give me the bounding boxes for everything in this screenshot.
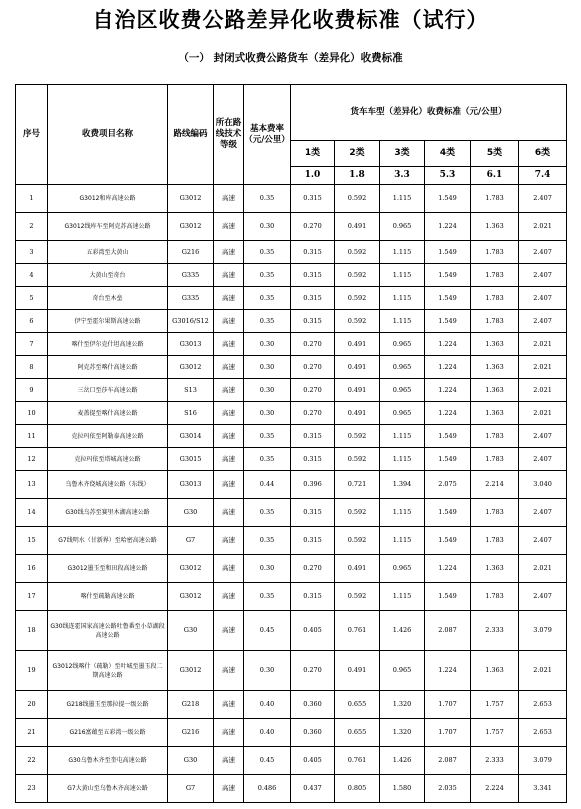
row-class-6-fee: 3.079	[519, 611, 567, 651]
row-class-5-fee: 1.363	[471, 333, 519, 356]
header-project-name: 收费项目名称	[48, 85, 168, 185]
row-class-1-fee: 0.315	[291, 287, 335, 310]
row-seq: 21	[16, 719, 48, 747]
row-seq: 13	[16, 471, 48, 499]
table-row	[16, 379, 567, 402]
row-class-2-fee: 0.655	[335, 691, 380, 719]
header-truck-class-group: 货车车型（差异化）收费标准（元/公里）	[291, 85, 567, 141]
table-row	[16, 213, 567, 241]
row-class-5-fee: 1.363	[471, 651, 519, 691]
table-row	[16, 651, 567, 691]
row-route-code: G3016/S12	[168, 310, 214, 333]
header-class-3: 3类	[380, 141, 425, 167]
row-seq: 14	[16, 499, 48, 527]
row-base-rate: 0.30	[244, 651, 291, 691]
row-class-2-fee: 0.655	[335, 719, 380, 747]
row-class-4-fee: 1.549	[425, 448, 471, 471]
row-class-3-fee: 1.115	[380, 241, 425, 264]
row-class-1-fee: 0.405	[291, 747, 335, 775]
row-class-2-fee: 0.592	[335, 185, 380, 213]
row-class-2-fee: 0.491	[335, 651, 380, 691]
row-class-1-fee: 0.270	[291, 379, 335, 402]
row-class-6-fee: 2.407	[519, 499, 567, 527]
row-class-6-fee: 2.407	[519, 425, 567, 448]
row-class-4-fee: 1.549	[425, 425, 471, 448]
row-road-grade: 高速	[214, 775, 244, 803]
row-road-grade: 高速	[214, 213, 244, 241]
row-seq: 15	[16, 527, 48, 555]
table-row	[16, 747, 567, 775]
row-class-3-fee: 1.115	[380, 499, 425, 527]
header-ratio-4: 5.3	[425, 167, 471, 185]
row-base-rate: 0.30	[244, 402, 291, 425]
row-class-3-fee: 1.115	[380, 583, 425, 611]
row-project-name: G216富蕴至五彩湾一级公路	[48, 719, 168, 747]
row-base-rate: 0.35	[244, 583, 291, 611]
row-class-3-fee: 1.426	[380, 611, 425, 651]
row-road-grade: 高速	[214, 264, 244, 287]
header-seq: 序号	[16, 85, 48, 185]
row-seq: 20	[16, 691, 48, 719]
row-class-4-fee: 1.549	[425, 310, 471, 333]
row-class-6-fee: 2.407	[519, 241, 567, 264]
row-seq: 6	[16, 310, 48, 333]
row-class-3-fee: 0.965	[380, 555, 425, 583]
row-project-name: 克拉玛依至阿勒泰高速公路	[48, 425, 168, 448]
row-class-1-fee: 0.315	[291, 264, 335, 287]
row-base-rate: 0.35	[244, 185, 291, 213]
table-row	[16, 356, 567, 379]
row-class-6-fee: 3.341	[519, 775, 567, 803]
row-class-1-fee: 0.270	[291, 651, 335, 691]
row-seq: 1	[16, 185, 48, 213]
row-class-1-fee: 0.315	[291, 527, 335, 555]
row-class-6-fee: 2.407	[519, 583, 567, 611]
row-road-grade: 高速	[214, 287, 244, 310]
row-seq: 5	[16, 287, 48, 310]
row-route-code: G30	[168, 499, 214, 527]
row-class-1-fee: 0.315	[291, 241, 335, 264]
header-class-4: 4类	[425, 141, 471, 167]
row-class-1-fee: 0.360	[291, 719, 335, 747]
row-road-grade: 高速	[214, 402, 244, 425]
row-class-5-fee: 1.757	[471, 691, 519, 719]
row-class-3-fee: 1.320	[380, 691, 425, 719]
row-project-name: 大黄山至奇台	[48, 264, 168, 287]
row-route-code: G7	[168, 775, 214, 803]
row-class-5-fee: 1.783	[471, 527, 519, 555]
row-class-6-fee: 2.407	[519, 185, 567, 213]
table-row	[16, 691, 567, 719]
row-class-5-fee: 2.224	[471, 775, 519, 803]
row-project-name: 喀什至疏勒高速公路	[48, 583, 168, 611]
table-row	[16, 333, 567, 356]
row-class-2-fee: 0.491	[335, 333, 380, 356]
row-route-code: G218	[168, 691, 214, 719]
header-ratio-1: 1.0	[291, 167, 335, 185]
row-class-3-fee: 1.115	[380, 448, 425, 471]
row-seq: 16	[16, 555, 48, 583]
row-class-2-fee: 0.592	[335, 583, 380, 611]
row-project-name: 乌鲁木齐绕城高速公路（东线）	[48, 471, 168, 499]
row-base-rate: 0.30	[244, 356, 291, 379]
row-road-grade: 高速	[214, 611, 244, 651]
row-class-5-fee: 1.783	[471, 310, 519, 333]
row-class-1-fee: 0.270	[291, 356, 335, 379]
table-row	[16, 402, 567, 425]
row-class-3-fee: 0.965	[380, 356, 425, 379]
row-class-3-fee: 1.115	[380, 287, 425, 310]
row-class-2-fee: 0.592	[335, 241, 380, 264]
row-base-rate: 0.30	[244, 379, 291, 402]
header-ratio-6: 7.4	[519, 167, 567, 185]
row-class-4-fee: 2.035	[425, 775, 471, 803]
row-class-1-fee: 0.396	[291, 471, 335, 499]
row-class-5-fee: 1.783	[471, 185, 519, 213]
row-route-code: G335	[168, 287, 214, 310]
row-class-4-fee: 1.549	[425, 527, 471, 555]
row-project-name: G3012和库高速公路	[48, 185, 168, 213]
row-class-3-fee: 0.965	[380, 333, 425, 356]
row-class-1-fee: 0.405	[291, 611, 335, 651]
row-project-name: G218线墨玉至那拉提一级公路	[48, 691, 168, 719]
table-row	[16, 499, 567, 527]
row-project-name: G30乌鲁木齐至奎屯高速公路	[48, 747, 168, 775]
row-class-3-fee: 1.115	[380, 185, 425, 213]
row-base-rate: 0.35	[244, 264, 291, 287]
row-road-grade: 高速	[214, 651, 244, 691]
header-ratio-3: 3.3	[380, 167, 425, 185]
row-class-3-fee: 1.115	[380, 264, 425, 287]
header-class-2: 2类	[335, 141, 380, 167]
header-ratio-2: 1.8	[335, 167, 380, 185]
row-route-code: G3012	[168, 583, 214, 611]
row-class-5-fee: 1.783	[471, 499, 519, 527]
row-road-grade: 高速	[214, 555, 244, 583]
row-class-3-fee: 0.965	[380, 213, 425, 241]
header-road-grade: 所在路线技术等级	[214, 85, 244, 185]
row-class-5-fee: 1.363	[471, 555, 519, 583]
row-class-2-fee: 0.805	[335, 775, 380, 803]
row-class-3-fee: 1.394	[380, 471, 425, 499]
row-class-1-fee: 0.315	[291, 425, 335, 448]
row-route-code: G7	[168, 527, 214, 555]
row-project-name: 麦盖提至喀什高速公路	[48, 402, 168, 425]
row-class-1-fee: 0.270	[291, 555, 335, 583]
row-base-rate: 0.486	[244, 775, 291, 803]
row-project-name: 三岔口至莎车高速公路	[48, 379, 168, 402]
row-project-name: G7线明水（甘新界）至哈密高速公路	[48, 527, 168, 555]
row-class-2-fee: 0.592	[335, 499, 380, 527]
row-route-code: G3012	[168, 555, 214, 583]
row-class-6-fee: 2.021	[519, 651, 567, 691]
row-class-5-fee: 1.783	[471, 264, 519, 287]
row-base-rate: 0.35	[244, 287, 291, 310]
row-route-code: S13	[168, 379, 214, 402]
row-road-grade: 高速	[214, 333, 244, 356]
row-class-6-fee: 2.407	[519, 310, 567, 333]
table-row	[16, 185, 567, 213]
row-project-name: G3012墨玉至和田段高速公路	[48, 555, 168, 583]
row-road-grade: 高速	[214, 185, 244, 213]
row-class-5-fee: 1.783	[471, 241, 519, 264]
row-project-name: G3012线库车至阿克苏高速公路	[48, 213, 168, 241]
row-class-5-fee: 2.333	[471, 611, 519, 651]
row-route-code: G3014	[168, 425, 214, 448]
row-class-2-fee: 0.721	[335, 471, 380, 499]
row-class-2-fee: 0.592	[335, 287, 380, 310]
header-class-1: 1类	[291, 141, 335, 167]
row-road-grade: 高速	[214, 356, 244, 379]
row-class-3-fee: 0.965	[380, 651, 425, 691]
table-row	[16, 310, 567, 333]
row-class-4-fee: 1.707	[425, 691, 471, 719]
row-class-2-fee: 0.592	[335, 527, 380, 555]
row-class-4-fee: 1.224	[425, 402, 471, 425]
row-class-4-fee: 1.549	[425, 264, 471, 287]
row-project-name: 五彩湾至大黄山	[48, 241, 168, 264]
row-class-4-fee: 1.224	[425, 555, 471, 583]
document-title: 自治区收费公路差异化收费标准（试行）	[92, 8, 489, 32]
row-route-code: G3012	[168, 651, 214, 691]
row-class-3-fee: 1.115	[380, 527, 425, 555]
row-road-grade: 高速	[214, 241, 244, 264]
row-base-rate: 0.40	[244, 691, 291, 719]
row-class-4-fee: 1.549	[425, 287, 471, 310]
row-class-6-fee: 2.021	[519, 402, 567, 425]
row-route-code: G30	[168, 611, 214, 651]
row-base-rate: 0.40	[244, 719, 291, 747]
table-row	[16, 264, 567, 287]
row-class-5-fee: 1.783	[471, 425, 519, 448]
row-class-1-fee: 0.315	[291, 310, 335, 333]
row-class-2-fee: 0.491	[335, 402, 380, 425]
row-class-6-fee: 3.040	[519, 471, 567, 499]
row-route-code: G216	[168, 241, 214, 264]
row-road-grade: 高速	[214, 471, 244, 499]
row-class-4-fee: 1.224	[425, 333, 471, 356]
row-seq: 12	[16, 448, 48, 471]
row-class-1-fee: 0.315	[291, 499, 335, 527]
row-base-rate: 0.35	[244, 241, 291, 264]
row-class-6-fee: 2.021	[519, 555, 567, 583]
row-class-1-fee: 0.315	[291, 583, 335, 611]
row-base-rate: 0.35	[244, 425, 291, 448]
row-base-rate: 0.45	[244, 611, 291, 651]
row-class-6-fee: 2.407	[519, 448, 567, 471]
row-base-rate: 0.30	[244, 555, 291, 583]
row-class-5-fee: 1.783	[471, 448, 519, 471]
row-class-2-fee: 0.491	[335, 356, 380, 379]
row-class-5-fee: 1.757	[471, 719, 519, 747]
row-base-rate: 0.35	[244, 499, 291, 527]
header-route-code: 路线编码	[168, 85, 214, 185]
row-class-1-fee: 0.315	[291, 185, 335, 213]
toll-standard-table	[15, 84, 567, 803]
row-class-6-fee: 2.407	[519, 287, 567, 310]
row-base-rate: 0.30	[244, 333, 291, 356]
row-class-2-fee: 0.592	[335, 425, 380, 448]
row-road-grade: 高速	[214, 448, 244, 471]
row-class-5-fee: 1.363	[471, 379, 519, 402]
row-seq: 18	[16, 611, 48, 651]
row-class-6-fee: 2.021	[519, 356, 567, 379]
row-class-2-fee: 0.592	[335, 310, 380, 333]
row-seq: 10	[16, 402, 48, 425]
row-project-name: G3012线喀什（疏勒）至叶城至墨玉段二期高速公路	[48, 651, 168, 691]
row-class-6-fee: 2.021	[519, 379, 567, 402]
row-class-5-fee: 2.214	[471, 471, 519, 499]
row-class-5-fee: 1.363	[471, 356, 519, 379]
row-class-6-fee: 3.079	[519, 747, 567, 775]
row-class-2-fee: 0.491	[335, 555, 380, 583]
row-seq: 9	[16, 379, 48, 402]
table-row	[16, 471, 567, 499]
row-class-4-fee: 1.549	[425, 499, 471, 527]
row-class-5-fee: 1.363	[471, 213, 519, 241]
row-class-4-fee: 1.224	[425, 379, 471, 402]
row-project-name: G30线连霍国家高速公路吐鲁番至小草湖段高速公路	[48, 611, 168, 651]
table-row	[16, 241, 567, 264]
row-class-3-fee: 1.426	[380, 747, 425, 775]
row-class-4-fee: 1.224	[425, 356, 471, 379]
row-class-4-fee: 1.549	[425, 241, 471, 264]
row-seq: 19	[16, 651, 48, 691]
row-route-code: G3013	[168, 471, 214, 499]
row-road-grade: 高速	[214, 310, 244, 333]
row-class-3-fee: 1.115	[380, 310, 425, 333]
row-class-2-fee: 0.592	[335, 264, 380, 287]
row-seq: 11	[16, 425, 48, 448]
table-row	[16, 555, 567, 583]
table-row	[16, 719, 567, 747]
table-row	[16, 287, 567, 310]
row-base-rate: 0.35	[244, 448, 291, 471]
row-class-2-fee: 0.491	[335, 379, 380, 402]
row-route-code: G3012	[168, 356, 214, 379]
table-subtitle: （一） 封闭式收费公路货车（差异化）收费标准	[178, 52, 403, 64]
row-class-1-fee: 0.270	[291, 213, 335, 241]
row-route-code: G216	[168, 719, 214, 747]
row-route-code: G3015	[168, 448, 214, 471]
row-project-name: 克拉玛依至塔城高速公路	[48, 448, 168, 471]
row-project-name: 伊宁至霍尔果斯高速公路	[48, 310, 168, 333]
row-base-rate: 0.35	[244, 310, 291, 333]
table-row	[16, 527, 567, 555]
row-class-6-fee: 2.407	[519, 264, 567, 287]
row-route-code: G335	[168, 264, 214, 287]
table-row	[16, 611, 567, 651]
header-ratio-5: 6.1	[471, 167, 519, 185]
row-road-grade: 高速	[214, 379, 244, 402]
row-seq: 22	[16, 747, 48, 775]
row-class-5-fee: 1.783	[471, 583, 519, 611]
row-class-4-fee: 1.549	[425, 185, 471, 213]
row-route-code: G3013	[168, 333, 214, 356]
row-class-6-fee: 2.021	[519, 213, 567, 241]
row-class-5-fee: 1.783	[471, 287, 519, 310]
row-road-grade: 高速	[214, 583, 244, 611]
row-class-6-fee: 2.021	[519, 333, 567, 356]
row-base-rate: 0.30	[244, 213, 291, 241]
row-road-grade: 高速	[214, 691, 244, 719]
row-seq: 7	[16, 333, 48, 356]
row-class-2-fee: 0.491	[335, 213, 380, 241]
row-class-3-fee: 0.965	[380, 379, 425, 402]
row-project-name: G30线乌苏至赛里木湖高速公路	[48, 499, 168, 527]
row-class-6-fee: 2.407	[519, 527, 567, 555]
row-class-1-fee: 0.360	[291, 691, 335, 719]
row-project-name: 奇台至木垒	[48, 287, 168, 310]
row-class-2-fee: 0.761	[335, 611, 380, 651]
row-class-3-fee: 0.965	[380, 402, 425, 425]
row-class-3-fee: 1.580	[380, 775, 425, 803]
row-base-rate: 0.44	[244, 471, 291, 499]
row-road-grade: 高速	[214, 747, 244, 775]
table-row	[16, 448, 567, 471]
row-road-grade: 高速	[214, 719, 244, 747]
table-row	[16, 583, 567, 611]
row-class-4-fee: 1.224	[425, 213, 471, 241]
row-class-1-fee: 0.270	[291, 402, 335, 425]
row-seq: 2	[16, 213, 48, 241]
row-project-name: G7大黄山至乌鲁木齐高速公路	[48, 775, 168, 803]
row-class-4-fee: 2.087	[425, 611, 471, 651]
row-route-code: S16	[168, 402, 214, 425]
row-class-1-fee: 0.315	[291, 448, 335, 471]
row-project-name: 喀什至伊尔克什坦高速公路	[48, 333, 168, 356]
row-class-2-fee: 0.761	[335, 747, 380, 775]
table-row	[16, 775, 567, 803]
row-class-4-fee: 1.707	[425, 719, 471, 747]
row-class-1-fee: 0.270	[291, 333, 335, 356]
row-route-code: G3012	[168, 185, 214, 213]
row-seq: 3	[16, 241, 48, 264]
row-road-grade: 高速	[214, 425, 244, 448]
row-seq: 17	[16, 583, 48, 611]
row-class-3-fee: 1.115	[380, 425, 425, 448]
header-base-rate: 基本费率（元/公里）	[244, 85, 291, 185]
row-base-rate: 0.45	[244, 747, 291, 775]
row-seq: 23	[16, 775, 48, 803]
row-class-4-fee: 2.087	[425, 747, 471, 775]
row-base-rate: 0.35	[244, 527, 291, 555]
row-project-name: 阿克苏至喀什高速公路	[48, 356, 168, 379]
row-class-6-fee: 2.653	[519, 719, 567, 747]
header-class-5: 5类	[471, 141, 519, 167]
row-class-3-fee: 1.320	[380, 719, 425, 747]
row-route-code: G30	[168, 747, 214, 775]
row-seq: 8	[16, 356, 48, 379]
row-road-grade: 高速	[214, 499, 244, 527]
row-road-grade: 高速	[214, 527, 244, 555]
row-class-1-fee: 0.437	[291, 775, 335, 803]
table-row	[16, 425, 567, 448]
row-class-4-fee: 1.224	[425, 651, 471, 691]
row-class-5-fee: 1.363	[471, 402, 519, 425]
row-class-4-fee: 1.549	[425, 583, 471, 611]
row-class-4-fee: 2.075	[425, 471, 471, 499]
row-seq: 4	[16, 264, 48, 287]
row-route-code: G3012	[168, 213, 214, 241]
row-class-5-fee: 2.333	[471, 747, 519, 775]
row-class-2-fee: 0.592	[335, 448, 380, 471]
row-class-6-fee: 2.653	[519, 691, 567, 719]
header-class-6: 6类	[519, 141, 567, 167]
